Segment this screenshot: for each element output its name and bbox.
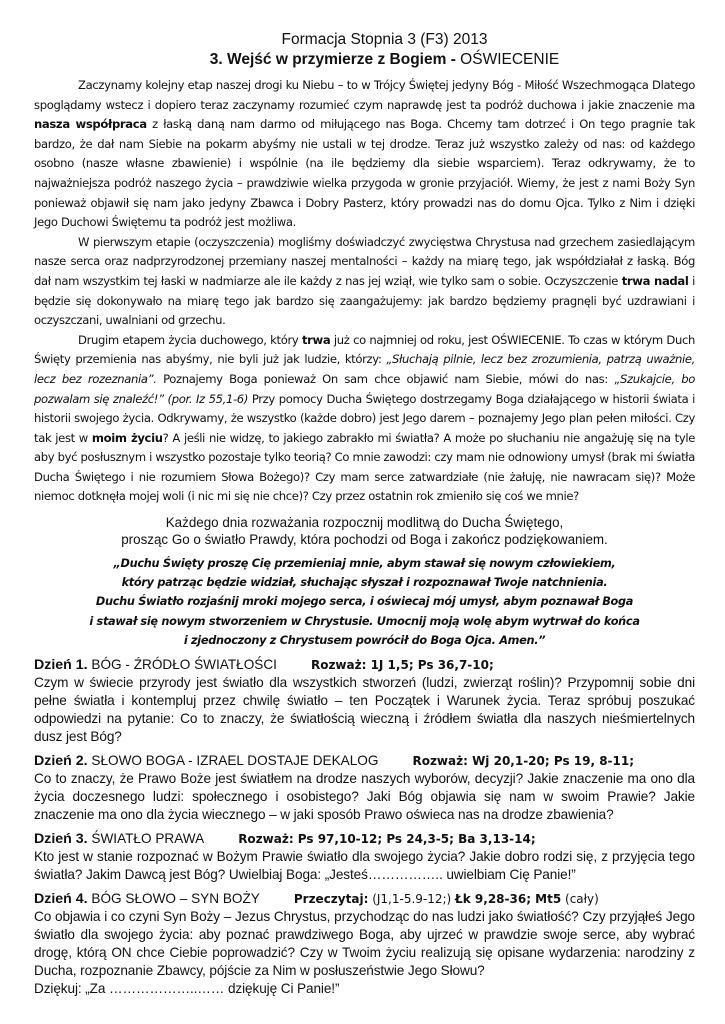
- prayer-line: który patrząc będzie widział, słuchając słyszał i rozpoznawał Twoje natchnienia.: [121, 576, 608, 590]
- day-4: [34, 890, 695, 998]
- prayer: [34, 554, 695, 650]
- day-heading: [34, 656, 695, 674]
- emphasis: moim życiu: [91, 430, 163, 445]
- emphasis: trwa nadal: [621, 273, 689, 288]
- daily-instruction: [34, 514, 695, 548]
- prayer-line: „Duchu Święty proszę Cię przemieniaj mnie, abym stawał się nowym człowiekiem,: [113, 557, 616, 571]
- text-run: i będzie się dokonywało na miarę tego jak bardzo się zaangażujemy: jak bardzo będziemy pragnęli być uzdrawiani i oczyszczani, uwalniani od grzechu.: [34, 273, 695, 328]
- text-run: ? A jeśli nie widzę, to jakiego zabrakło mi światła? A może po słuchaniu nie angażuję się na tyle aby być posłusznym i wszystko pozostaje tylko teorią? Co mnie zawodzi: czy mam nie odnowiony umysł (brak mi światła Ducha Świętego i nie rozumiem Słowa Bożego)? Czy mam serce zatwardziałe (nie żałuję, nie nawracam się)? Może niemoc dotknęła mojej woli (i nic mi się nie chce)? Czy przez ostatnin rok zmieniło się coś we mnie?: [34, 430, 695, 504]
- day-title: SŁOWO BOGA - IZRAEL DOSTAJE DEKALOG: [87, 753, 379, 769]
- emphasis: trwa: [301, 332, 331, 347]
- text-run: już co najmniej od roku, jest OŚWIECENIE. To czas w którym Duch Święty przemienia nas abyśmy, nie byli już jak ludzie, którzy:: [34, 332, 695, 367]
- text-run: Zaczynamy kolejny etap naszej drogi ku Niebu – to w Trójcy Świętej jedyny Bóg - Miłość Wszechmogąca Dlatego spoglądamy wstecz i dopiero teraz zaczynamy rozumieć czym naprawdę jest ta podróż duchowa i jakie znaczenie ma: [34, 78, 695, 112]
- day-text: [34, 908, 695, 998]
- text-run: W pierwszym etapie (oczyszczenia) mogliśmy doświadczyć zwycięstwa Chrystusa nad grzechem zasiedlającym nasze serca oraz nadprzyrodzonej przemiany naszej mentalności – każdy na miarę tego, jak współdziałał z łaską. Bóg dał nam wszystkim tej łaski w nadmiarze ale ile każdy z nas jej wziął, wie tylko sam o sobie. Oczyszczenie: [34, 234, 695, 288]
- daily-line: Każdego dnia rozważania rozpocznij modlitwą do Ducha Świętego,: [165, 515, 564, 531]
- day-reading: Rozważ: Wj 20,1-20; Ps 19, 8-11;: [412, 754, 635, 769]
- text-run: Przy pomocy Ducha Świętego dostrzegamy Boga działającego w historii świata i historii swojego życia. Odkrywamy, że wszystko (każde dobro) jest Jego darem – poznajemy Jego plan pełen miłości. Czy tak jest w: [34, 391, 695, 445]
- day-reading: [294, 892, 599, 906]
- day-3: [34, 830, 695, 884]
- day-paragraph: Co objawia i co czyni Syn Boży – Jezus Chrystus, przychodząc do nas ludzi jako światłość? Czy przyjąłeś Jego światło dla swojego życia: aby poznać prawdziwego Boga, aby ujrzeć w prawdzie swoje serce, aby wybrać drogę, którą ON chce Ciebie poprowadzić? Czy w Twoim życiu realizują się opisane wydarzenia: narodziny z Ducha, rozpoznanie Zbawcy, pójście za Nim w posłuszeństwie Jego Słowu?: [34, 909, 695, 979]
- text-run: Poznajemy Boga ponieważ On sam chce objawić nam Siebie, mówi do nas:: [156, 371, 615, 386]
- day-label: Dzień 1.: [34, 657, 88, 674]
- reading-label: Przeczytaj:: [293, 892, 369, 907]
- day-1: [34, 656, 695, 746]
- document-title: [34, 50, 695, 70]
- document-subtitle: Formacja Stopnia 3 (F3) 2013: [281, 31, 488, 48]
- title-bold: 3. Wejść w przymierze z Bogiem -: [209, 51, 461, 68]
- text-run: z łaską daną nam darmo od miłującego nas Boga. Chcemy tam dotrzeć i On tego pragnie tak bardzo, że dał nam Siebie na pokarm abyśmy nie ustali w tej drodze. Teraz już wszystko zależy od nas: od każdego osobno (nasze własne zbawienie) i wspólnie (na ile będziemy dla siebie wsparciem). Teraz odkrywamy, że to najważniejsza podróż naszego życia – prawdziwie wielka przygoda w gronie przyjaciół. Wiemy, że jest z nami Boży Syn ponieważ objawił się nam jako jedyny Zbawca i Dobry Pasterz, który prowadzi nas do domu Ojca. Tylko z Nim i dzięki Jego Duchowi Świętemu ta podróż jest możliwa.: [34, 117, 695, 230]
- day-title: ŚWIATŁO PRAWA: [87, 831, 205, 847]
- day-title: BÓG - ŹRÓDŁO ŚWIATŁOŚCI: [87, 657, 277, 673]
- reading-ref: (J1,1-5.9-12;): [368, 892, 456, 907]
- day-heading: [34, 752, 695, 770]
- intro-section: [34, 76, 695, 507]
- reading-note: (cały): [561, 892, 599, 907]
- quote: „Szukajcie, bo pozwalam się znaleźć!” (por. Iz 55,1-6): [34, 371, 695, 406]
- day-label: Dzień 2.: [34, 753, 88, 770]
- title-plain: OŚWIECENIE: [460, 51, 560, 68]
- header: [34, 30, 695, 70]
- emphasis: nasza współpraca: [34, 117, 147, 132]
- day-label: Dzień 3.: [34, 831, 88, 848]
- day-heading: [34, 830, 695, 848]
- day-title: BÓG SŁOWO – SYN BOŻY: [87, 891, 260, 907]
- intro-paragraph-2: [34, 233, 695, 331]
- day-reading: Rozważ: 1J 1,5; Ps 36,7-10;: [310, 658, 494, 673]
- day-text: Czym w świecie przyrody jest światło dla wszystkich stworzeń (ludzi, zwierząt roślin)? Przypomnij sobie dni pełne światła i kontempluj przez chwilę światło – ten Początek i Warunek życia. Teraz spróbuj poszukać odpowiedzi na pytanie: Co to znaczy, że światłością wieczną i źródłem światła dla naszych nieśmiertelnych dusz jest Bóg?: [34, 675, 695, 745]
- quote: „Słuchają pilnie, lecz bez zrozumienia, patrzą uważnie, lecz bez rozeznania”.: [34, 352, 695, 386]
- text-run: Drugim etapem życia duchowego, który: [78, 332, 302, 347]
- reading-ref-bold: Łk 9,28-36; Mt5: [455, 892, 562, 907]
- intro-paragraph-1: [34, 76, 695, 233]
- prayer-line: i zjednoczony z Chrystusem powrócił do Boga Ojca. Amen.”: [183, 633, 546, 647]
- prayer-line: Duchu Światło rozjaśnij mroki mojego serca, i oświecaj mój umysł, abym poznawał Boga: [95, 595, 634, 609]
- day-text: Kto jest w stanie rozpoznać w Bożym Prawie światło dla swojego życia? Jakie dobro rodzi się, z przyjęcia tego światła? Jakim Dawcą jest Bóg? Uwielbiaj Boga: „Jesteś…………….. uwielbiam Cię Panie!”: [34, 849, 695, 883]
- daily-line: prosząc Go o światło Prawdy, która pochodzi od Boga i zakończ podziękowaniem.: [121, 532, 608, 548]
- day-heading: [34, 890, 695, 908]
- day-reading: Rozważ: Ps 97,10-12; Ps 24,3-5; Ba 3,13-14;: [238, 832, 536, 847]
- intro-paragraph-3: [34, 331, 695, 507]
- day-label: Dzień 4.: [34, 891, 88, 908]
- day-text: Co to znaczy, że Prawo Boże jest światłem na drodze naszych wyborów, decyzji? Jakie znaczenie ma ono dla życia doczesnego ludzi: społecznego i osobistego? Jaki Bóg objawia się nam w swoim Prawie? Jakie znaczenie ma ono dla życia wiecznego – w jaki sposób Prawo oświeca nas na drodze zbawienia?: [34, 771, 695, 823]
- prayer-line: i stawał się nowym stworzeniem w Chrystusie. Umocnij moją wolę abym wytrwał do końca: [89, 614, 640, 628]
- day-2: [34, 752, 695, 824]
- day-paragraph: Dziękuj: „Za ………………..…… dziękuję Ci Panie!”: [34, 981, 340, 997]
